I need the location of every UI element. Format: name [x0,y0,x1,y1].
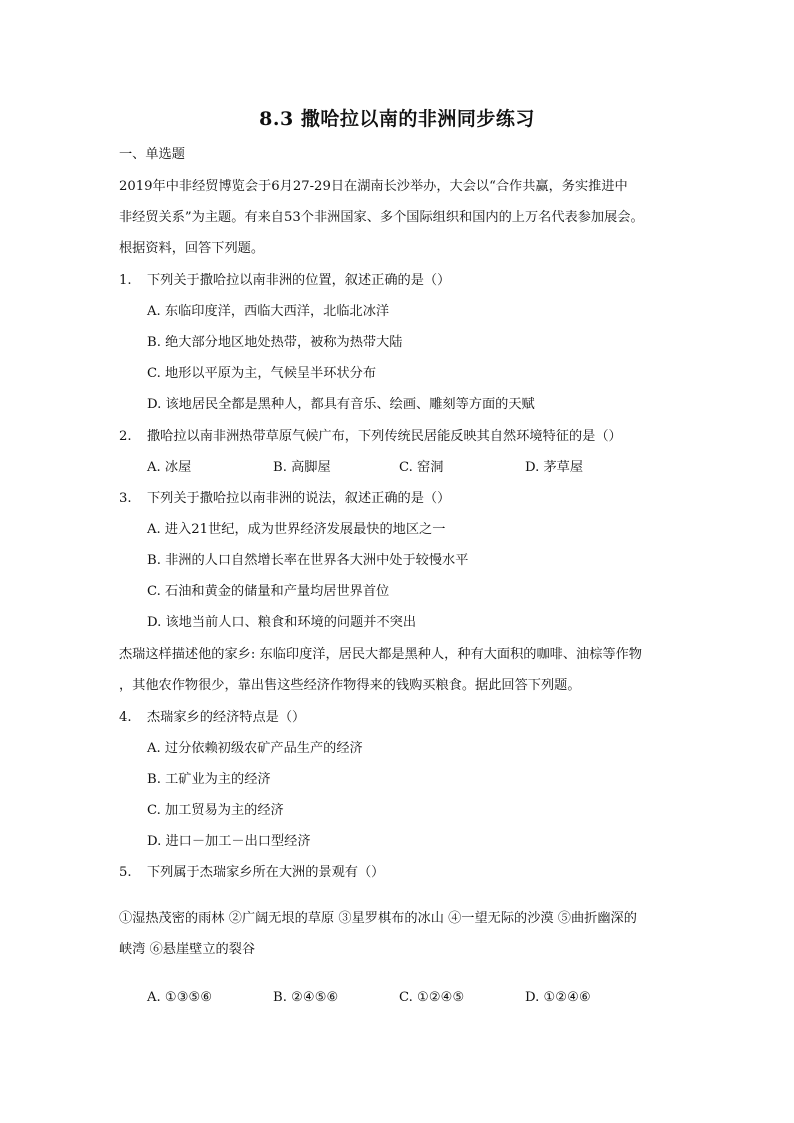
passage-1-line-3: 根据资料，回答下列题。 [119,241,265,256]
question-1-stem: 下列关于撒哈拉以南非洲的位置，叙述正确的是（） [147,273,451,288]
question-4-option-a: A. 过分依赖初级农矿产品生产的经济 [147,741,363,756]
question-3-stem: 下列关于撒哈拉以南非洲的说法，叙述正确的是（） [147,491,451,506]
question-3-option-a: A. 进入21世纪，成为世界经济发展最快的地区之一 [147,522,446,537]
question-4-option-d: D. 进口－加工－出口型经济 [147,834,311,849]
question-2-stem: 撒哈拉以南非洲热带草原气候广布，下列传统民居能反映其自然环境特征的是（） [147,429,622,444]
question-2-option-c: C. 窑洞 [399,460,444,475]
question-5-items-line-2: 峡湾 ⑥悬崖壁立的裂谷 [119,942,256,957]
question-2-option-a: A. 冰屋 [147,460,192,475]
question-1-option-b: B. 绝大部分地区地处热带，被称为热带大陆 [147,335,403,350]
question-1-option-a: A. 东临印度洋，西临大西洋，北临北冰洋 [147,304,390,319]
passage-1-line-2: 非经贸关系”为主题。有来自53个非洲国家、多个国际组织和国内的上万名代表参加展会。 [119,210,644,225]
question-5-option-d: D. ①②④⑥ [525,990,591,1005]
page-title: 8.3 撒哈拉以南的非洲同步练习 [259,108,535,130]
question-2-number: 2. [119,429,132,444]
passage-1-line-1: 2019年中非经贸博览会于6月27-29日在湖南长沙举办，大会以“合作共赢，务实推进中 [119,179,628,194]
question-3-option-d: D. 该地当前人口、粮食和环境的问题并不突出 [147,615,417,630]
passage-2-line-1: 杰瑞这样描述他的家乡: 东临印度洋，居民大都是黑种人，种有大面积的咖啡、油棕等作物 [119,647,642,662]
question-5-items-line-1: ①湿热茂密的雨林 ②广阔无垠的草原 ③星罗棋布的冰山 ④一望无际的沙漠 ⑤曲折幽深的 [119,911,637,926]
question-5-option-b: B. ②④⑤⑥ [273,990,339,1005]
question-4-number: 4. [119,710,132,725]
question-1-number: 1. [119,273,132,288]
question-5-option-a: A. ①③⑤⑥ [147,990,213,1005]
question-4-stem: 杰瑞家乡的经济特点是（） [147,710,306,725]
question-5-stem: 下列属于杰瑞家乡所在大洲的景观有（） [147,865,385,880]
question-5-number: 5. [119,865,132,880]
question-1-option-c: C. 地形以平原为主，气候呈半环状分布 [147,366,377,381]
question-3-option-c: C. 石油和黄金的储量和产量均居世界首位 [147,584,390,599]
question-1-option-d: D. 该地居民全都是黑种人，都具有音乐、绘画、雕刻等方面的天赋 [147,397,535,412]
question-5-option-c: C. ①②④⑤ [399,990,465,1005]
question-4-option-c: C. 加工贸易为主的经济 [147,803,284,818]
question-2-option-d: D. 茅草屋 [525,460,584,475]
question-2-option-b: B. 高脚屋 [273,460,331,475]
passage-2-line-2: ，其他农作物很少，靠出售这些经济作物得来的钱购买粮食。据此回答下列题。 [119,678,581,693]
question-3-option-b: B. 非洲的人口自然增长率在世界各大洲中处于较慢水平 [147,553,469,568]
question-3-number: 3. [119,491,132,506]
section-heading: 一、单选题 [119,147,185,162]
question-4-option-b: B. 工矿业为主的经济 [147,772,271,787]
